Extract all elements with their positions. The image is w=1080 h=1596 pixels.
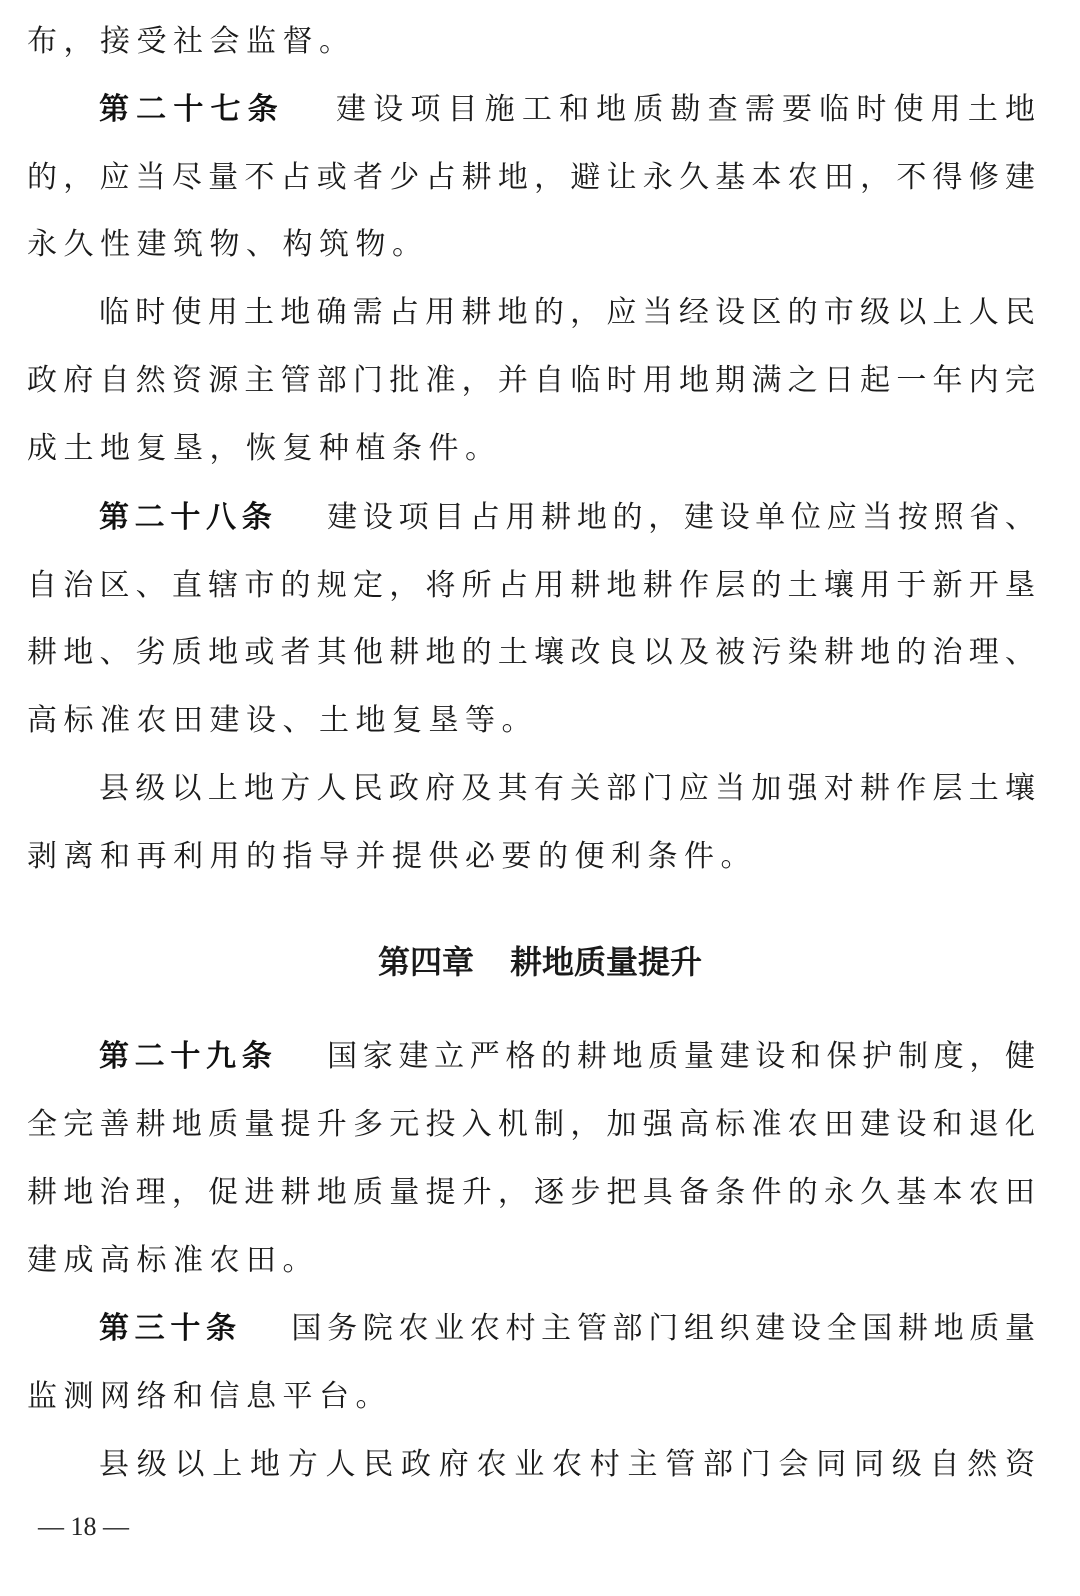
paragraph-line: 耕地治理，促进耕地质量提升，逐步把具备条件的永久基本农田 [27, 1175, 1035, 1210]
article-heading: 第二十九条 [99, 1039, 278, 1074]
chapter-number: 第四章 [377, 943, 474, 981]
paragraph-line: 临时使用土地确需占用耕地的，应当经设区的市级以上人民 [99, 295, 1035, 330]
paragraph-line: 建成高标准农田。 [27, 1243, 319, 1278]
article-30-line [99, 1309, 1035, 1349]
article-text: 国务院农业农村主管部门组织建设全国耕地质量 [285, 1311, 1036, 1346]
paragraph-line: 永久性建筑物、构筑物。 [27, 227, 429, 262]
paragraph-line: 布，接受社会监督。 [27, 24, 356, 59]
paragraph-line: 剥离和再利用的指导并提供必要的便利条件。 [27, 839, 757, 874]
paragraph-line: 县级以上地方人民政府农业农村主管部门会同同级自然资 [99, 1447, 1035, 1482]
paragraph-line: 监测网络和信息平台。 [27, 1379, 392, 1414]
paragraph-line: 耕地、劣质地或者其他耕地的土壤改良以及被污染耕地的治理、 [27, 635, 1035, 670]
article-text: 国家建立严格的耕地质量建设和保护制度，健 [321, 1039, 1036, 1074]
article-heading: 第三十条 [99, 1311, 242, 1346]
article-text: 建设项目施工和地质勘查需要临时使用土地 [328, 92, 1036, 127]
paragraph-line: 的，应当尽量不占或者少占耕地，避让永久基本农田，不得修建 [27, 160, 1035, 195]
chapter-heading [0, 937, 1080, 983]
paragraph-line: 高标准农田建设、土地复垦等。 [27, 703, 538, 738]
article-27-line [99, 90, 1035, 130]
paragraph-line: 政府自然资源主管部门批准，并自临时用地期满之日起一年内完 [27, 363, 1035, 398]
paragraph-line: 自治区、直辖市的规定，将所占用耕地耕作层的土壤用于新开垦 [27, 568, 1035, 603]
chapter-title: 耕地质量提升 [510, 943, 703, 981]
article-text: 建设项目占用耕地的，建设单位应当按照省、 [321, 500, 1036, 535]
article-29-line [99, 1037, 1035, 1077]
article-heading: 第二十八条 [99, 500, 278, 535]
paragraph-line: 全完善耕地质量提升多元投入机制，加强高标准农田建设和退化 [27, 1107, 1035, 1142]
article-28-line [99, 498, 1035, 538]
paragraph-line: 县级以上地方人民政府及其有关部门应当加强对耕作层土壤 [99, 771, 1035, 806]
page-number: — 18 — [38, 1512, 129, 1541]
article-heading: 第二十七条 [99, 92, 285, 127]
paragraph-line: 成土地复垦，恢复种植条件。 [27, 431, 502, 466]
